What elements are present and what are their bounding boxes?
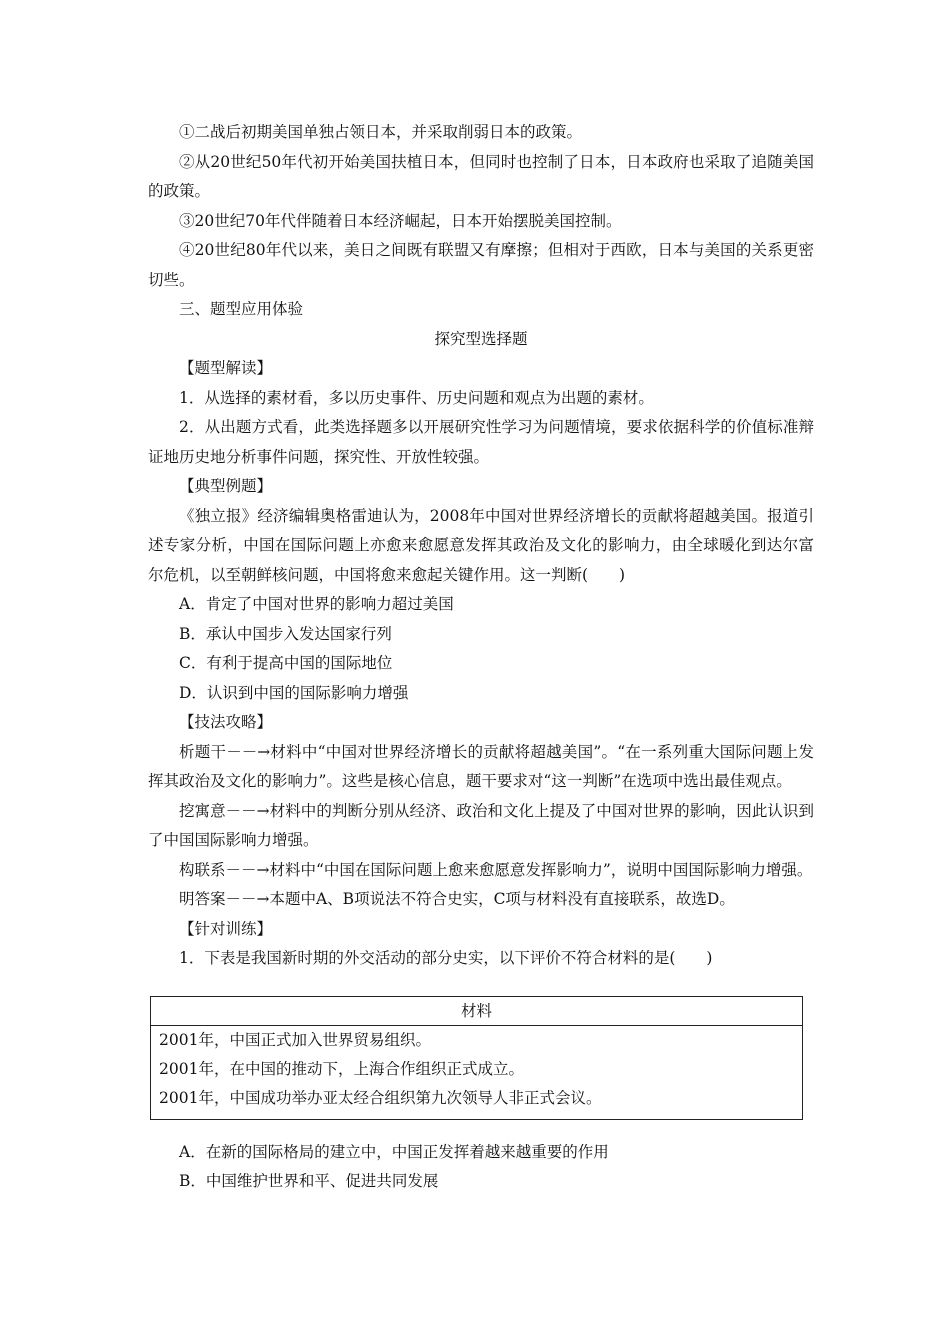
interpret-item-1: 1．从选择的素材看，多以历史事件、历史问题和观点为出题的素材。 bbox=[179, 388, 654, 407]
interpret-item-2: 2．从出题方式看，此类选择题多以开展研究性学习为问题情境，要求依据科学的价值标准辩证地历史地分析事件问题，探究性、开放性较强。 bbox=[148, 418, 814, 466]
training-label: 【针对训练】 bbox=[179, 919, 273, 938]
section-title: 探究型选择题 bbox=[434, 329, 528, 348]
training-option-a: A．在新的国际格局的建立中，中国正发挥着越来越重要的作用 bbox=[179, 1142, 609, 1161]
example-option-c: C．有利于提高中国的国际地位 bbox=[179, 654, 393, 672]
example-stem: 《独立报》经济编辑奥格雷迪认为，2008年中国对世界经济增长的贡献将超越美国。报道引述专家分析，中国在国际问题上亦愈来愈愿意发挥其政治及文化的影响力，由全球暖化到达尔富尔危机，以至朝鲜核问题，中国将愈来愈起关键作用。这一判断( ) bbox=[148, 506, 814, 584]
document-page bbox=[148, 118, 814, 1197]
intro-paragraph-3: ③20世纪70年代伴随着日本经济崛起，日本开始摆脱美国控制。 bbox=[179, 211, 622, 230]
section-heading: 三、题型应用体验 bbox=[179, 300, 304, 318]
table-row: 2001年，在中国的推动下，上海合作组织正式成立。 bbox=[159, 1059, 524, 1078]
strategy-item-2: 挖寓意－－→材料中的判断分别从经济、政治和文化上提及了中国对世界的影响，因此认识到了中国国际影响力增强。 bbox=[148, 801, 814, 849]
intro-paragraph-1: ①二战后初期美国单独占领日本，并采取削弱日本的政策。 bbox=[179, 123, 583, 141]
training-question: 1．下表是我国新时期的外交活动的部分史实，以下评价不符合材料的是( ) bbox=[179, 949, 713, 967]
example-option-b: B．承认中国步入发达国家行列 bbox=[179, 624, 392, 643]
material-table-header: 材料 bbox=[151, 997, 802, 1026]
strategy-label: 【技法攻略】 bbox=[179, 713, 273, 731]
strategy-item-1: 析题干－－→材料中“中国对世界经济增长的贡献将超越美国”。“在一系列重大国际问题上发挥其政治及文化的影响力”。这些是核心信息，题干要求对“这一判断”在选项中选出最佳观点。 bbox=[148, 742, 814, 790]
interpret-label: 【题型解读】 bbox=[179, 359, 273, 377]
strategy-item-3: 构联系－－→材料中“中国在国际问题上愈来愈愿意发挥影响力”，说明中国国际影响力增强。 bbox=[179, 860, 813, 879]
table-row: 2001年，中国正式加入世界贸易组织。 bbox=[159, 1030, 431, 1049]
table-row: 2001年，中国成功举办亚太经合组织第九次领导人非正式会议。 bbox=[159, 1088, 602, 1107]
strategy-item-4: 明答案－－→本题中A、B项说法不符合史实，C项与材料没有直接联系，故选D。 bbox=[179, 890, 735, 908]
material-table bbox=[150, 996, 803, 1120]
intro-paragraph-2: ②从20世纪50年代初开始美国扶植日本，但同时也控制了日本，日本政府也采取了追随美国的政策。 bbox=[148, 152, 814, 200]
example-option-a: A．肯定了中国对世界的影响力超过美国 bbox=[179, 595, 454, 613]
example-option-d: D．认识到中国的国际影响力增强 bbox=[179, 683, 409, 702]
example-label: 【典型例题】 bbox=[179, 477, 273, 495]
intro-paragraph-4: ④20世纪80年代以来，美日之间既有联盟又有摩擦；但相对于西欧，日本与美国的关系更密切些。 bbox=[148, 241, 814, 289]
training-option-b: B．中国维护世界和平、促进共同发展 bbox=[179, 1172, 439, 1190]
